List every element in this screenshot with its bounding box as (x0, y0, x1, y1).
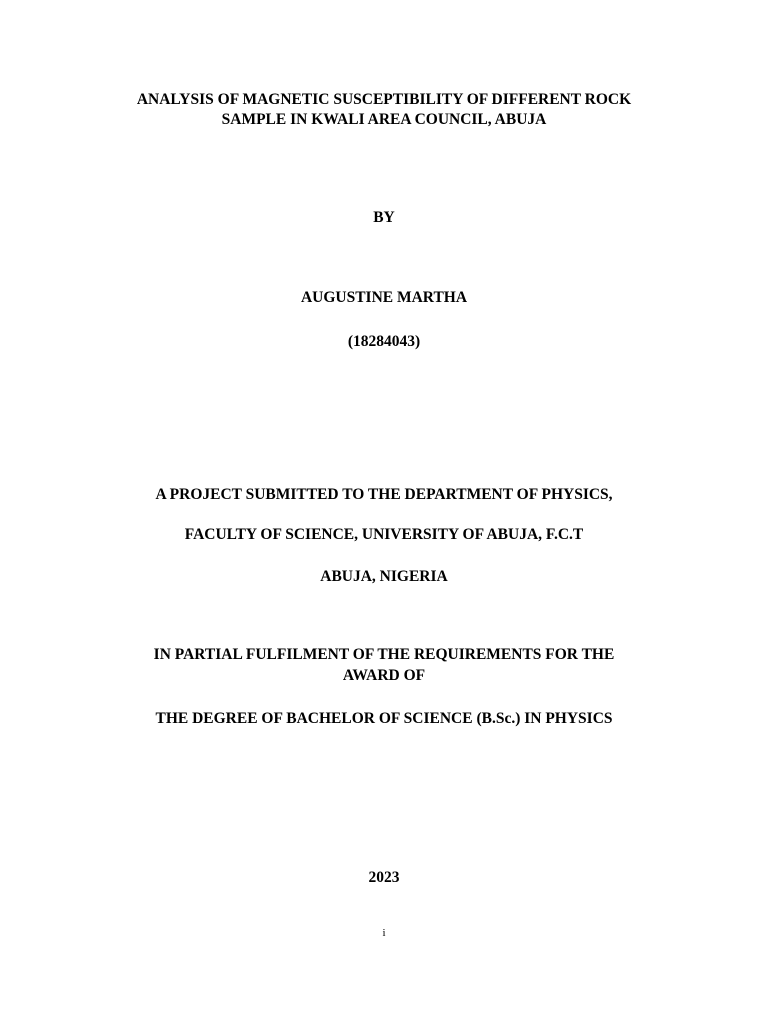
fulfilment-line-2: AWARD OF (342, 667, 426, 684)
fulfilment-line-1: IN PARTIAL FULFILMENT OF THE REQUIREMENTS FOR THE (153, 646, 615, 663)
submission-line-2: FACULTY OF SCIENCE, UNIVERSITY OF ABUJA, F.C.T (184, 526, 584, 543)
submission-line-1: A PROJECT SUBMITTED TO THE DEPARTMENT OF PHYSICS, (155, 486, 613, 503)
by-label: BY (373, 209, 395, 226)
matric-number: (18284043) (347, 333, 421, 350)
title-line-2: SAMPLE IN KWALI AREA COUNCIL, ABUJA (221, 111, 547, 128)
degree-line: THE DEGREE OF BACHELOR OF SCIENCE (B.Sc.) IN PHYSICS (155, 710, 613, 727)
submission-line-3: ABUJA, NIGERIA (320, 568, 448, 585)
title-line-1: ANALYSIS OF MAGNETIC SUSCEPTIBILITY OF DIFFERENT ROCK (136, 91, 632, 108)
page-number: i (382, 927, 386, 939)
author-name: AUGUSTINE MARTHA (300, 289, 468, 306)
year: 2023 (368, 869, 400, 886)
